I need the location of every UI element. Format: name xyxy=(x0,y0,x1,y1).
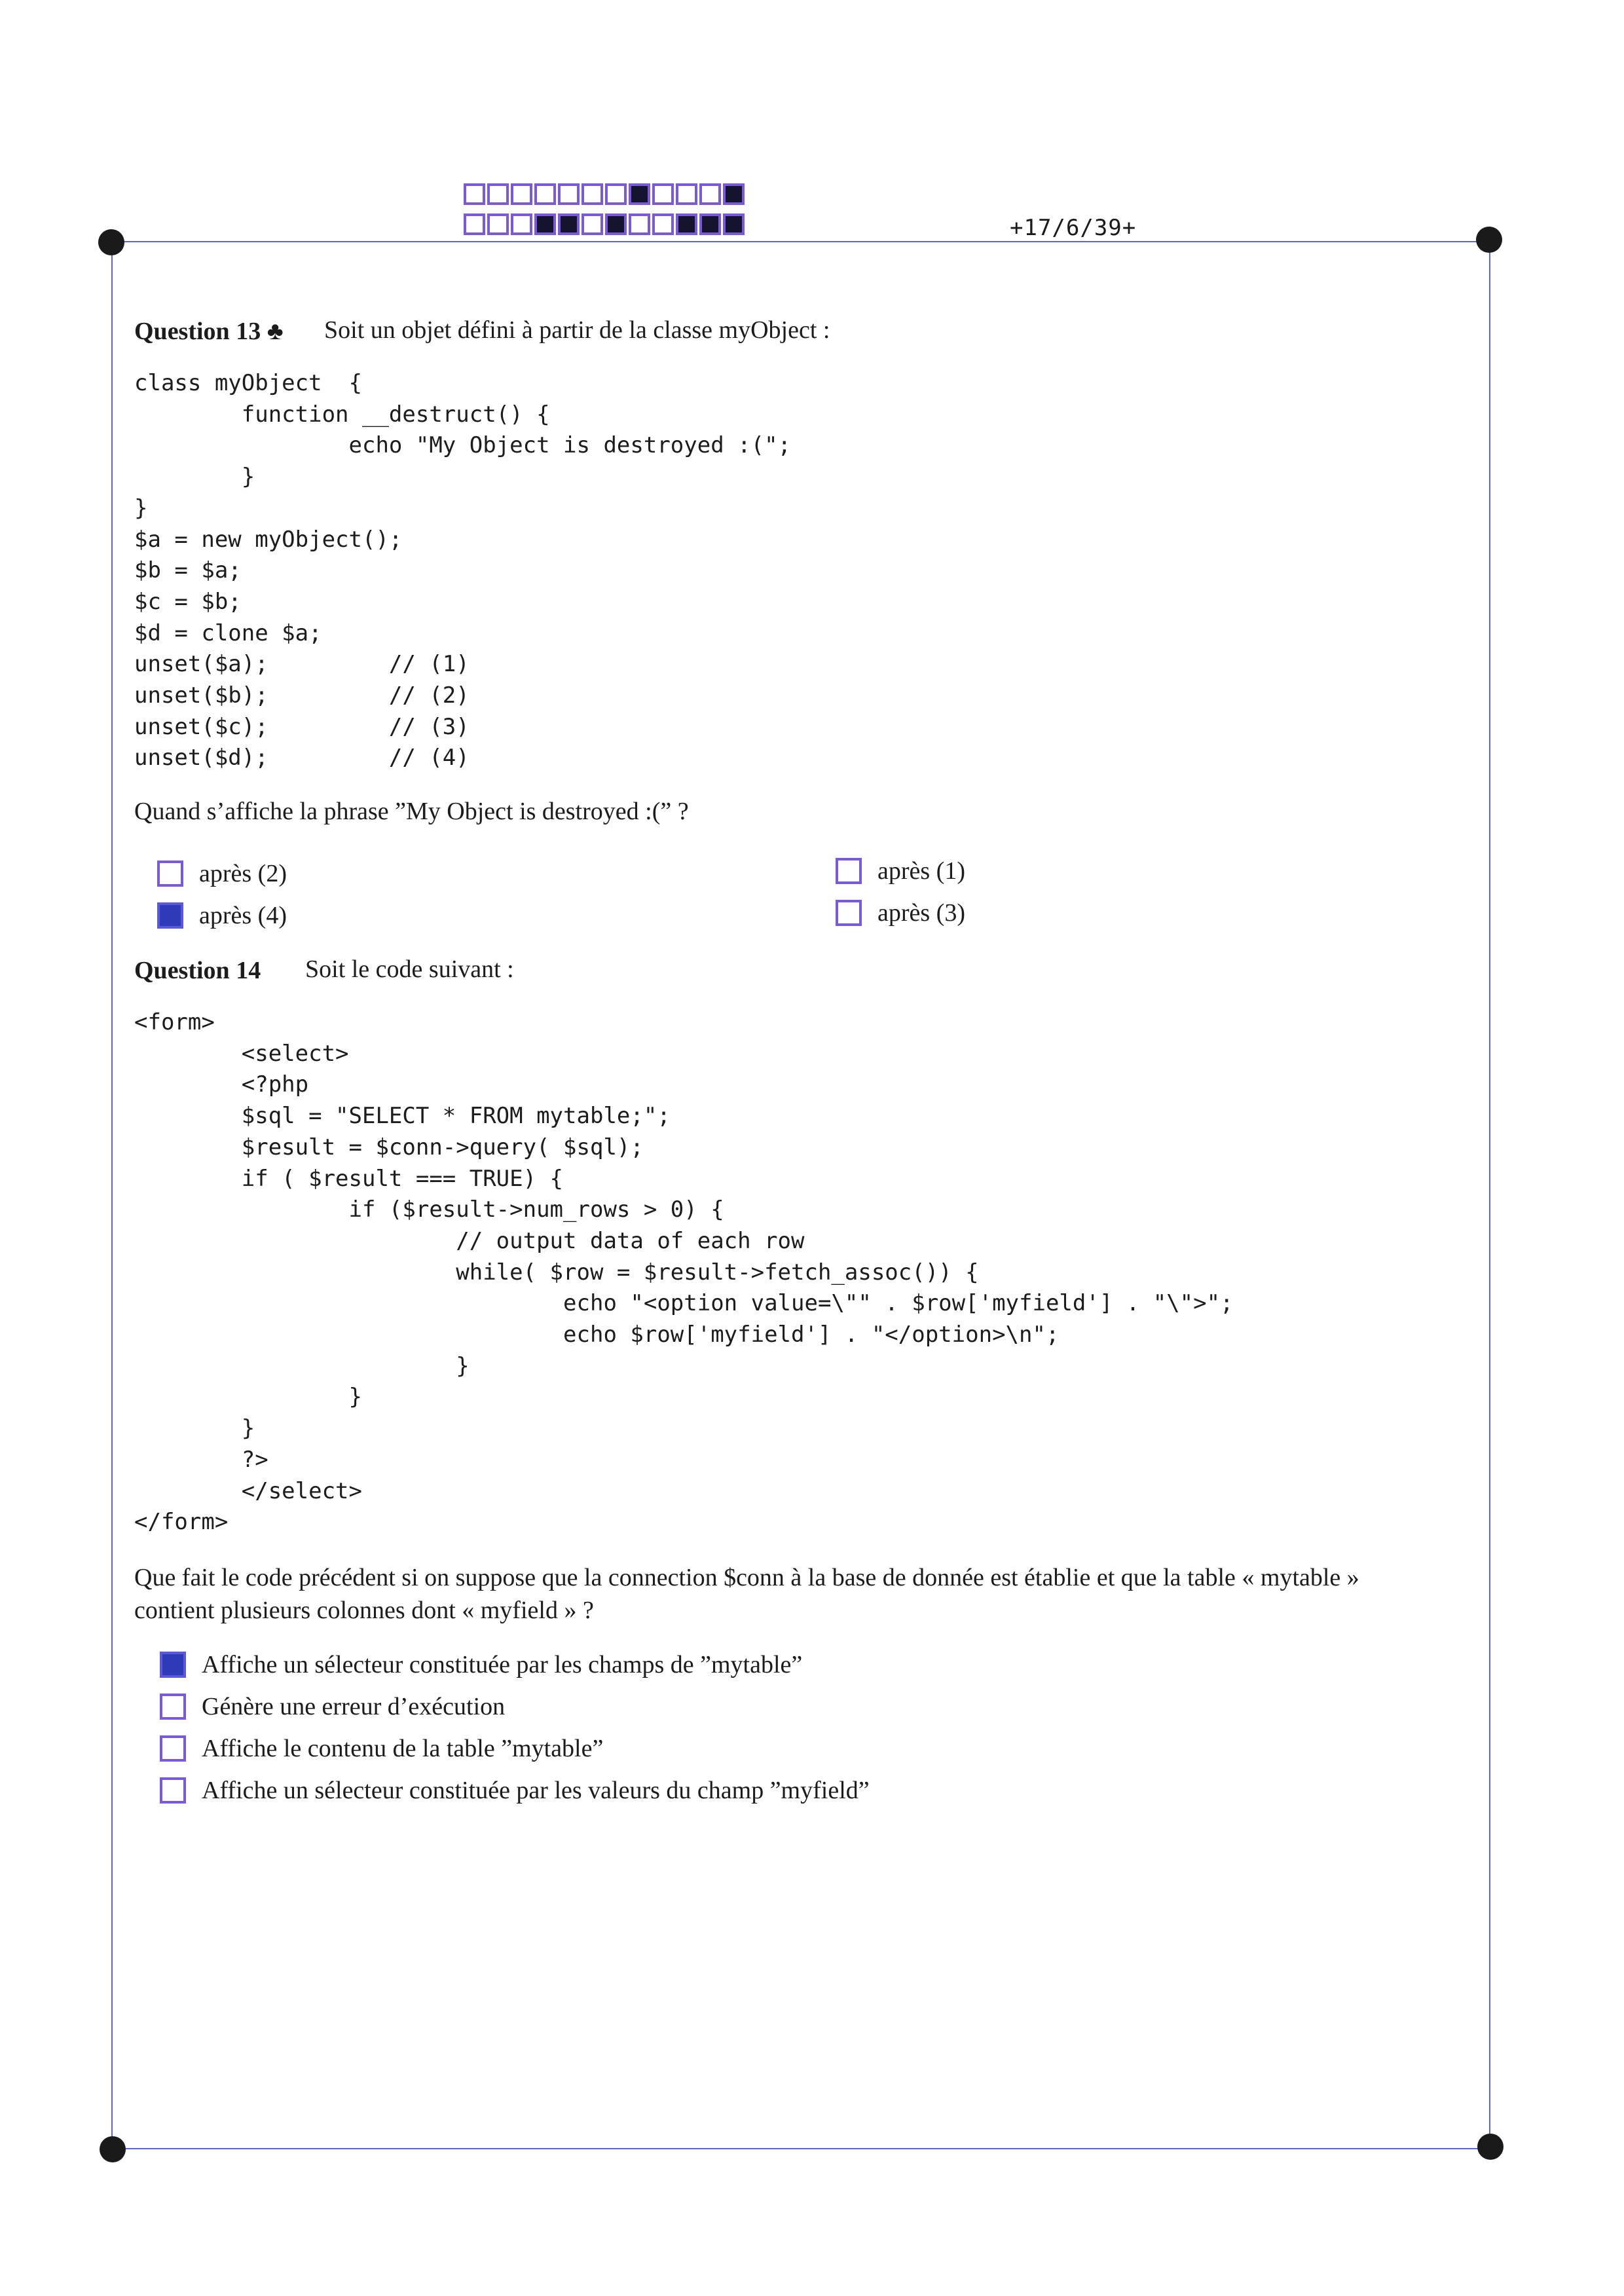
barcode-cell xyxy=(723,213,745,235)
barcode-cell xyxy=(581,183,603,205)
barcode-cell xyxy=(629,183,650,205)
q14-option-checkbox[interactable] xyxy=(160,1694,186,1720)
barcode-cell xyxy=(629,213,650,235)
q14-option-checkbox[interactable] xyxy=(160,1777,186,1804)
barcode-cell xyxy=(676,213,697,235)
question-13-label: Question 13 xyxy=(134,318,261,345)
q13-option-apres-2[interactable] xyxy=(157,859,287,888)
barcode-cell xyxy=(652,213,674,235)
frame-left-line xyxy=(111,241,113,2149)
corner-mark-top-right xyxy=(1476,227,1502,253)
barcode-row-2 xyxy=(464,213,747,235)
q13-option-apres-4[interactable] xyxy=(157,901,287,930)
club-icon: ♣ xyxy=(267,318,284,345)
barcode-row-1 xyxy=(464,183,747,205)
q13-option-apres-1[interactable] xyxy=(836,857,965,885)
page-identifier: +17/6/39+ xyxy=(1010,215,1137,241)
q13-option-label: après (3) xyxy=(877,899,965,927)
frame-bottom-line xyxy=(111,2148,1490,2149)
frame-right-line xyxy=(1489,241,1490,2149)
q14-option-label: Affiche un sélecteur constituée par les champs de ”mytable” xyxy=(202,1651,803,1678)
question-13-title xyxy=(134,317,284,346)
question-14-prompt-line-2: contient plusieurs colonnes dont « myfield » ? xyxy=(134,1597,594,1624)
barcode-cell xyxy=(511,183,532,205)
q14-option-label: Génère une erreur d’exécution xyxy=(202,1693,506,1720)
q13-option-label: après (1) xyxy=(877,857,965,885)
barcode-cell xyxy=(581,213,603,235)
q14-option-label: Affiche un sélecteur constituée par les valeurs du champ ”myfield” xyxy=(202,1777,870,1804)
barcode-cell xyxy=(605,183,627,205)
barcode-cell xyxy=(534,213,556,235)
question-14-prompt-line-1: Que fait le code précédent si on suppose que la connection $conn à la base de donnée est établie et que la table « mytable » xyxy=(134,1564,1359,1591)
barcode-cell xyxy=(487,183,509,205)
question-14-title: Question 14 xyxy=(134,957,261,984)
barcode-cell xyxy=(464,213,485,235)
q13-option-label: après (2) xyxy=(199,860,287,887)
barcode-cell xyxy=(699,213,721,235)
frame-top-line xyxy=(111,241,1490,242)
q13-option-apres-3[interactable] xyxy=(836,898,965,927)
q14-option-checkbox-checked[interactable] xyxy=(160,1652,186,1678)
barcode-cell xyxy=(676,183,697,205)
corner-mark-top-left xyxy=(98,229,124,255)
barcode-cell xyxy=(534,183,556,205)
q13-option-checkbox[interactable] xyxy=(836,858,862,884)
q14-option-1[interactable] xyxy=(160,1650,802,1679)
barcode-cell xyxy=(699,183,721,205)
q14-option-3[interactable] xyxy=(160,1734,603,1763)
barcode-cell xyxy=(605,213,627,235)
q14-option-4[interactable] xyxy=(160,1776,870,1805)
barcode-cell xyxy=(558,183,580,205)
barcode-cell xyxy=(464,183,485,205)
barcode-cell xyxy=(511,213,532,235)
q14-option-label: Affiche le contenu de la table ”mytable” xyxy=(202,1735,604,1762)
question-13-intro: Soit un objet défini à partir de la classe myObject : xyxy=(324,316,830,344)
question-13-code: class myObject { function __destruct() { echo "My Object is destroyed :("; } } $a = new myObject(); $b = $a; $c = $b; $d = clone $a; unset($a); // (1) unset($b); // (2) unset($c); // (3) unset($d); // (4) xyxy=(134,370,792,771)
q14-option-2[interactable] xyxy=(160,1692,505,1721)
q13-option-label: après (4) xyxy=(199,902,287,929)
corner-mark-bottom-left xyxy=(100,2136,126,2162)
q13-option-checkbox-checked[interactable] xyxy=(157,902,183,929)
corner-mark-bottom-right xyxy=(1477,2134,1504,2160)
q14-option-checkbox[interactable] xyxy=(160,1735,186,1762)
question-14-code: <form> <select> <?php $sql = "SELECT * FROM mytable;"; $result = $conn->query( $sql); if ( $result === TRUE) { if ($result->num_rows > 0) { // output data of each row while( $row = $result->fetch_assoc()) { echo "<option value=\"" . $row['myfield'] . "\">"; echo $row['myfield'] . "</option>\n"; } } } ?> </select> </form> xyxy=(134,1009,1234,1536)
barcode-cell xyxy=(558,213,580,235)
q13-option-checkbox[interactable] xyxy=(836,900,862,926)
barcode-cell xyxy=(723,183,745,205)
question-13-prompt: Quand s’affiche la phrase ”My Object is destroyed :(” ? xyxy=(134,798,689,825)
question-14-intro: Soit le code suivant : xyxy=(305,955,514,983)
barcode-cell xyxy=(487,213,509,235)
q13-option-checkbox[interactable] xyxy=(157,861,183,887)
barcode-cell xyxy=(652,183,674,205)
